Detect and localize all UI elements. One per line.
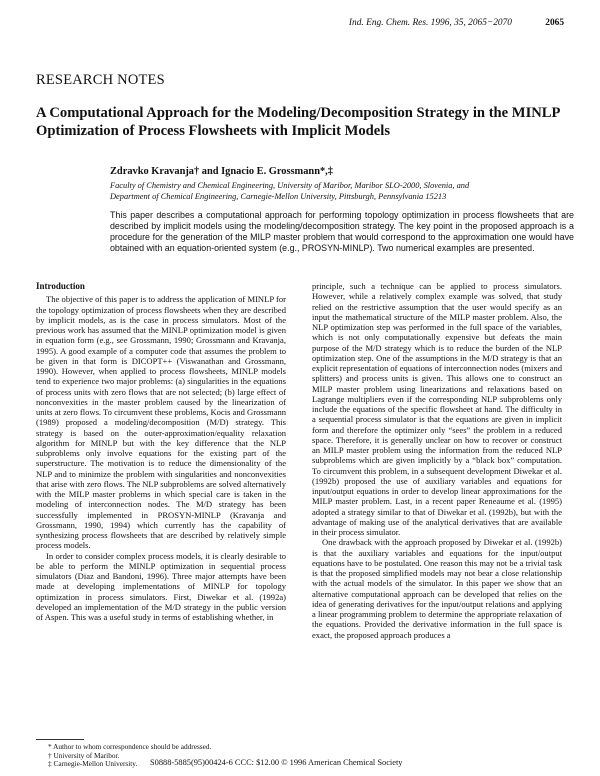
right-column (312, 281, 562, 640)
page-number: 2065 (545, 18, 564, 28)
section-label: RESEARCH NOTES (36, 72, 165, 88)
paragraph: principle, such a technique can be applied to process simulators. However, while a relatively complex example was solved, that study relied on the restrictive assumption that the user would specify as an input the mathematical structure of the MILP master problem. Also, the NLP optimization step was performed in the full space of the variables, which is not only computationally expensive but defeats the main purpose of the M/D strategy which is to reduce the burden of the NLP optimization step. One of the assumptions in the M/D strategy is that an explicit representation of equations of interconnection nodes (mixers and splitters) and process units is given. This allows one to construct an MILP master problem using linearizations and relaxations based on Lagrange multipliers even if the corresponding NLP subproblems only include the equations of the specific flowsheet at hand. The difficulty in a sequential process simulator is that the equations are given in implicit form and therefore the optimizer only “sees” the problem in a reduced space. Therefore, it is generally unclear on how to recover or construct an MILP master problem using the information from the reduced NLP subproblems which are given implicitly by a “black box” computation. To circumvent this problem, in a subsequent development Diwekar et al. (1992b) proposed the use of auxiliary variables and equations for input/output equations in order to develop linear approximations for the MILP master problem. Last, in a recent paper Reneaume et al. (1995) adopted a strategy similar to that of Diwekar et al. (1992b), but with the advantage of making use of the analytical derivatives that are available in their process simulator. (312, 281, 562, 537)
footnote-divider (36, 739, 84, 740)
abstract: This paper describes a computational approach for performing topology optimization in process flowsheets that are described by implicit models using the modeling/decomposition strategy. The key point in the proposed approach is a procedure for the generation of the MILP master problem that would correspond to the approximation one would have obtained with an equation-oriented system (e.g., PROSYN-MINLP). Two numerical examples are presented. (110, 210, 574, 253)
footnote-correspondence: * Author to whom correspondence should be addressed. (48, 742, 212, 751)
author-list: Zdravko Kravanja† and Ignacio E. Grossmann*,‡ (110, 166, 333, 177)
journal-citation: Ind. Eng. Chem. Res. 1996, 35, 2065−2070 (348, 18, 512, 28)
article-title: A Computational Approach for the Modeling/Decomposition Strategy in the MINLP Optimization of Process Flowsheets with Implicit Models (36, 105, 560, 139)
paragraph: In order to consider complex process models, it is clearly desirable to be able to perform the MINLP optimization in sequential process simulators (Diaz and Bandoni, 1996). Three major attempts have been made at developing implementations of MINLP for topology optimization in process simulators. First, Diwekar et al. (1992a) developed an implementation of the M/D strategy in the public version of Aspen. This was a useful study in terms of establishing whether, in (36, 550, 286, 622)
affiliation-cmu: Department of Chemical Engineering, Carnegie-Mellon University, Pittsburgh, Pennsylvania 15213 (110, 192, 447, 201)
footnote-cmu: ‡ Carnegie-Mellon University. (48, 759, 138, 769)
copyright-footer: S0888-5885(95)00424-6 CCC: $12.00 © 1996 American Chemical Society (150, 758, 403, 767)
paragraph: One drawback with the approach proposed by Diwekar et al. (1992b) is that the auxiliary variables and equations for the input/output equations have to be postulated. One reason this may not be a trivial task is that the proposed simplified models may not bear a close relationship with the actual models of the simulator. In this paper we show that an alternative computational approach can be developed that relies on the idea of generating derivatives for the input/output relations and applying a linear programming problem to determine the appropriate relaxation of the equations. Provided the derivative information in the full space is exact, the proposed approach produces a (312, 537, 562, 640)
paragraph: The objective of this paper is to address the application of MINLP for the topology optimization of process flowsheets when they are described by implicit models, as is the case in process simulators. Most of the previous work has assumed that the MINLP optimization model is given in equation form (e.g., see Grossmann, 1990; Grossmann and Kravanja, 1995). A good example of a computer code that assumes the problem to be given in that form is DICOPT++ (Viswanathan and Grossmann, 1990). However, when applied to process flowsheets, MINLP models tend to experience two major problems: (a) singularities in the equations of process units with zero flows that are not selected; (b) large effect of nonconvexities in the master problem caused by the linearization of units at zero flows. To circumvent these problems, Kocis and Grossmann (1989) proposed a modeling/decomposition (M/D) strategy. This strategy is based on the outer-approximation/equality relaxation algorithm for MINLP but with the key difference that the NLP subproblems only involve equations for the existing part of the superstructure. The motivation is to reduce the dimensionality of the NLP and to minimize the problem with singularities and nonconvexities that arise with zero flows. The NLP subproblems are solved alternatively with the MILP master problems in which special care is taken in the modeling of interconnection nodes. The M/D strategy has been successfully implemented in PROSYN-MINLP (Kravanja and Grossmann, 1990, 1994) which currently has the capability of synthesizing process flowsheets that are described by relatively simple process models. (36, 294, 286, 551)
left-column (36, 281, 286, 622)
footnote-maribor: † University of Maribor. (48, 750, 120, 760)
running-head (36, 18, 564, 32)
affiliation-maribor: Faculty of Chemistry and Chemical Engineering, University of Maribor, Maribor SLO-2000, Slovenia, and (110, 181, 470, 190)
section-heading-introduction: Introduction (36, 281, 85, 291)
affiliations (110, 180, 574, 202)
